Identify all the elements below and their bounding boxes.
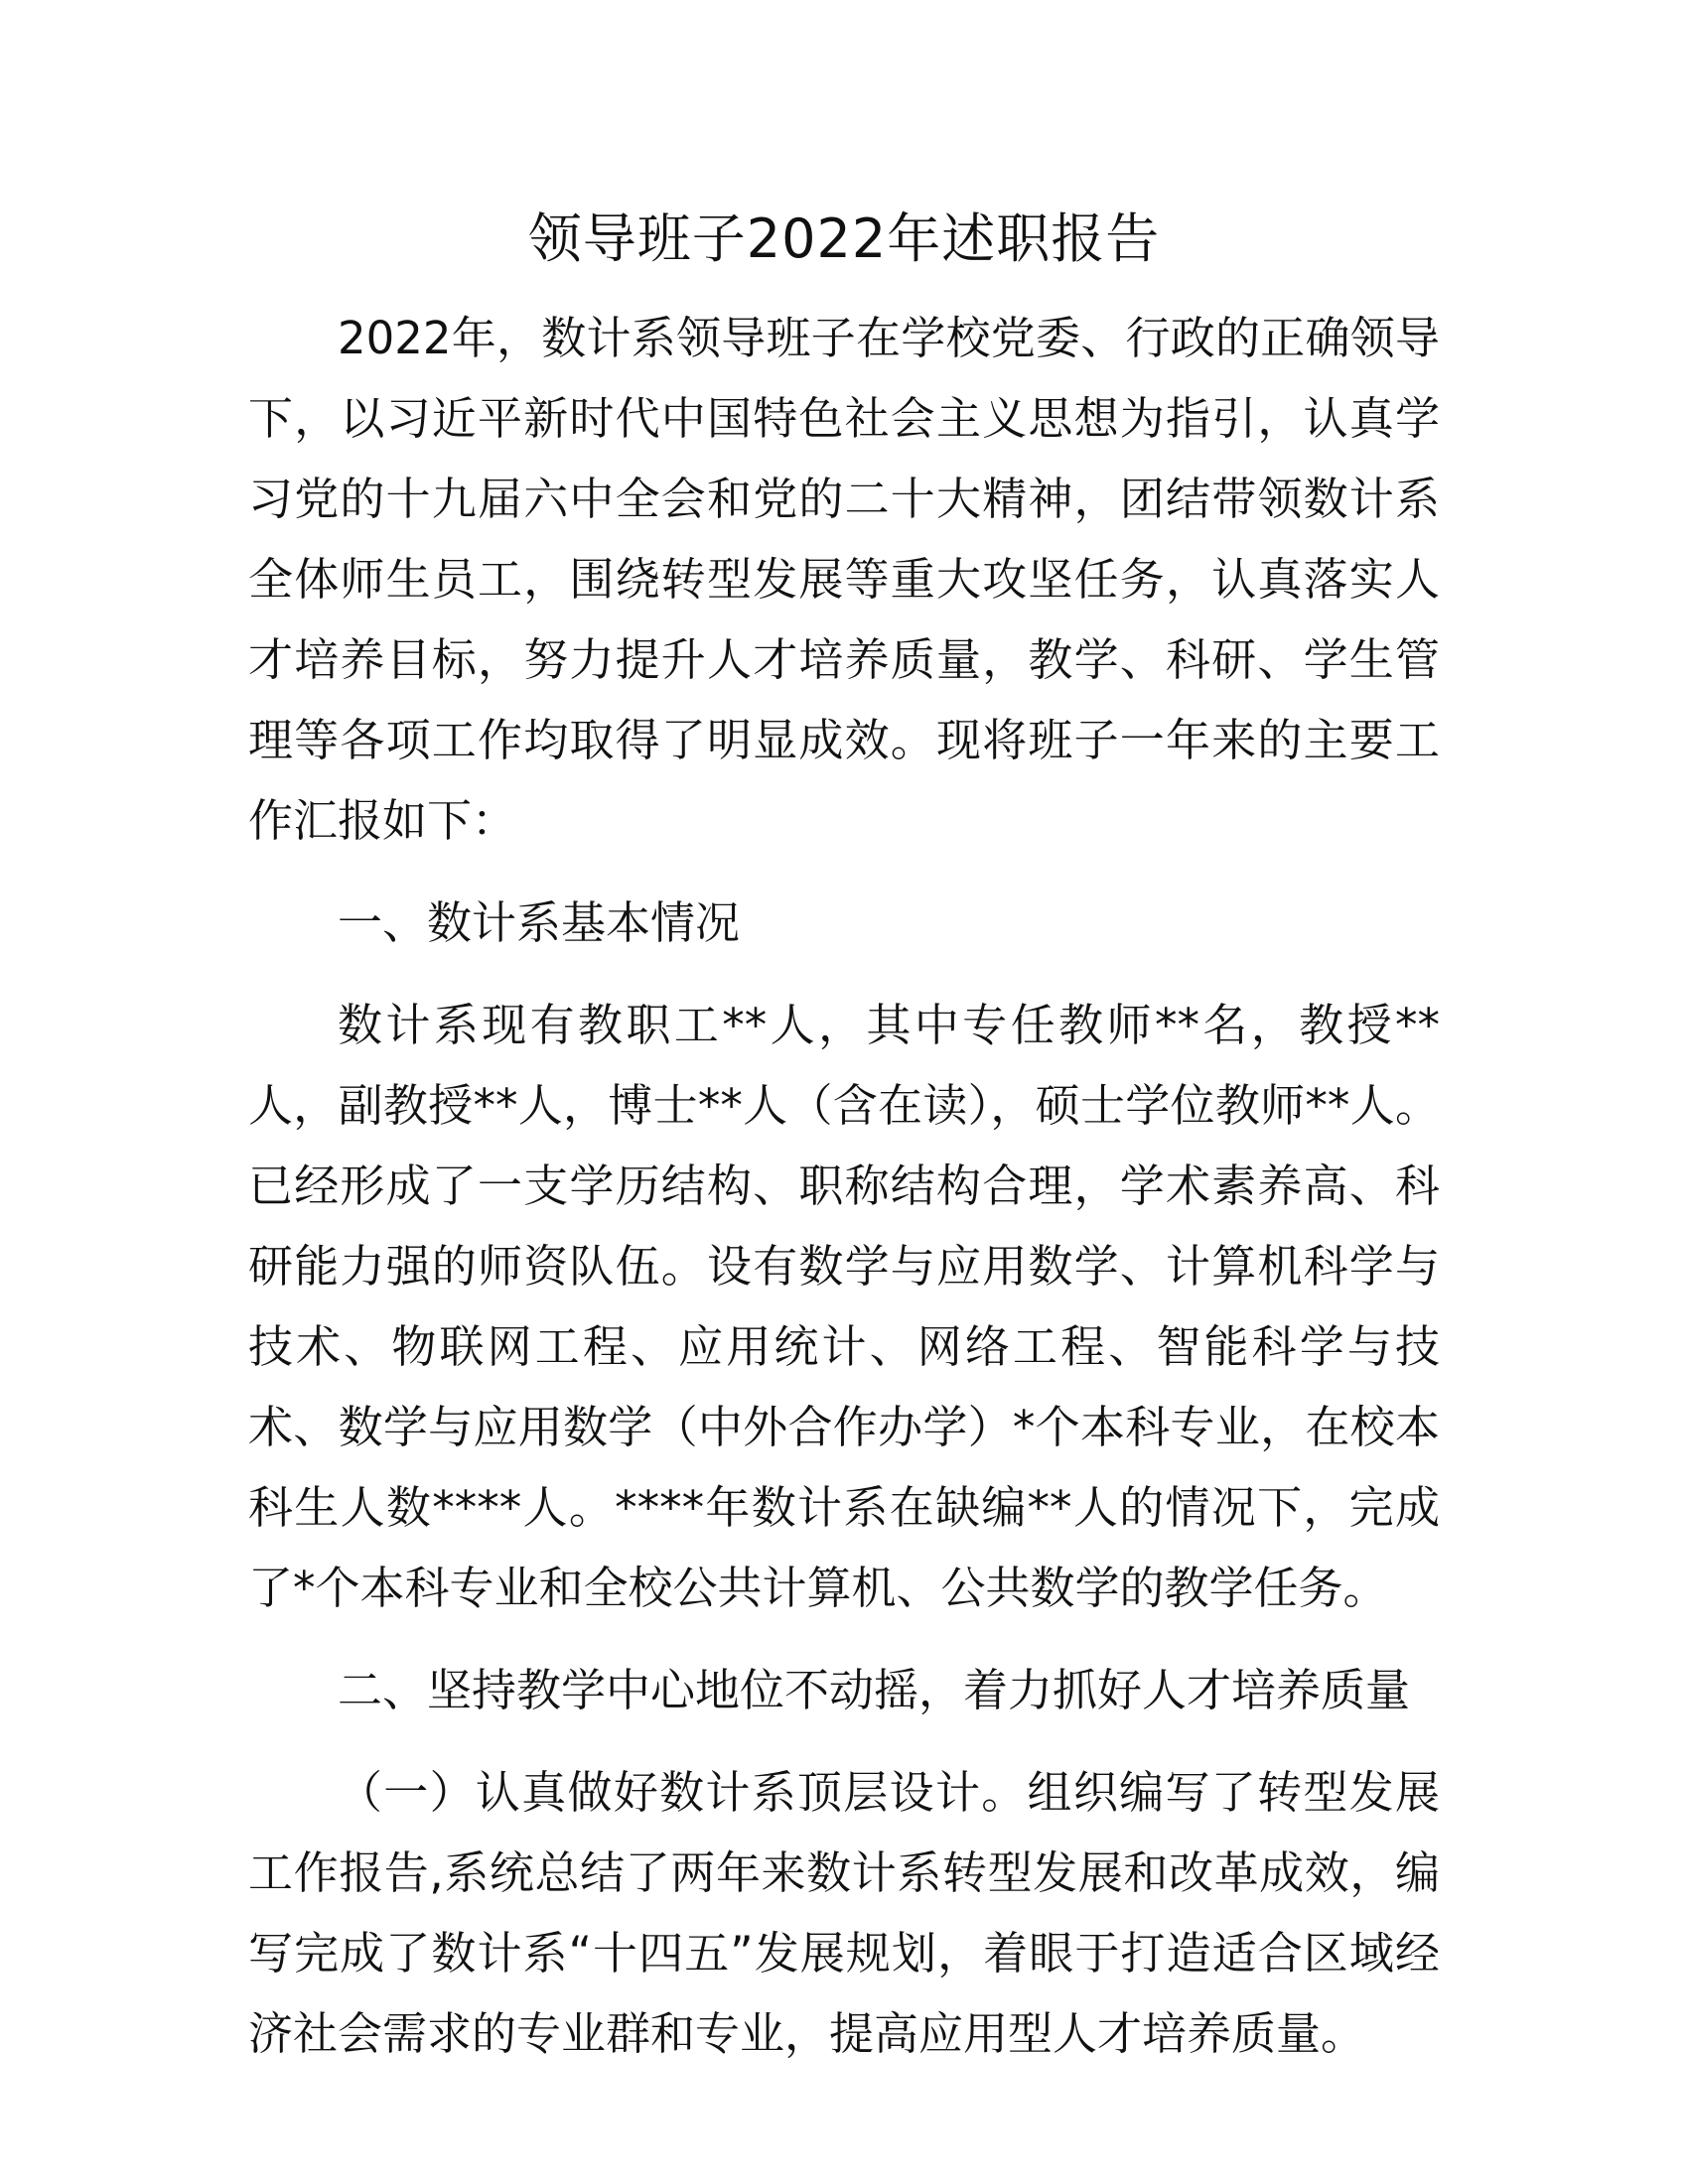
section-2-heading: 二、坚持教学中心地位不动摇，着力抓好人才培养质量: [338, 1664, 1411, 1716]
document-title: 领导班子2022年述职报告: [527, 207, 1161, 270]
section-2-item-1-paragraph: （一）认真做好数计系顶层设计。组织编写了转型发展工作报告,系统总结了两年来数计系转型发展和改革成效，编写完成了数计系“十四五”发展规划，着眼于打造适合区域经济社会需求的专业群和专业，提高应用型人才培养质量。: [248, 1766, 1440, 2060]
section-1-paragraph: 数计系现有教职工**人，其中专任教师**名，教授**人，副教授**人，博士**人（含在读），硕士学位教师**人。已经形成了一支学历结构、职称结构合理，学术素养高、科研能力强的师资队伍。设有数学与应用数学、计算机科学与技术、物联网工程、应用统计、网络工程、智能科学与技术、数学与应用数学（中外合作办学）*个本科专业，在校本科生人数****人。****年数计系在缺编**人的情况下，完成了*个本科专业和全校公共计算机、公共数学的教学任务。: [248, 999, 1440, 1614]
intro-paragraph: 2022年，数计系领导班子在学校党委、行政的正确领导下，以习近平新时代中国特色社会主义思想为指引，认真学习党的十九届六中全会和党的二十大精神，团结带领数计系全体师生员工，围绕转型发展等重大攻坚任务，认真落实人才培养目标，努力提升人才培养质量，教学、科研、学生管理等各项工作均取得了明显成效。现将班子一年来的主要工作汇报如下：: [248, 312, 1440, 847]
section-1-heading: 一、数计系基本情况: [338, 896, 741, 949]
document-body: [248, 298, 1440, 2074]
